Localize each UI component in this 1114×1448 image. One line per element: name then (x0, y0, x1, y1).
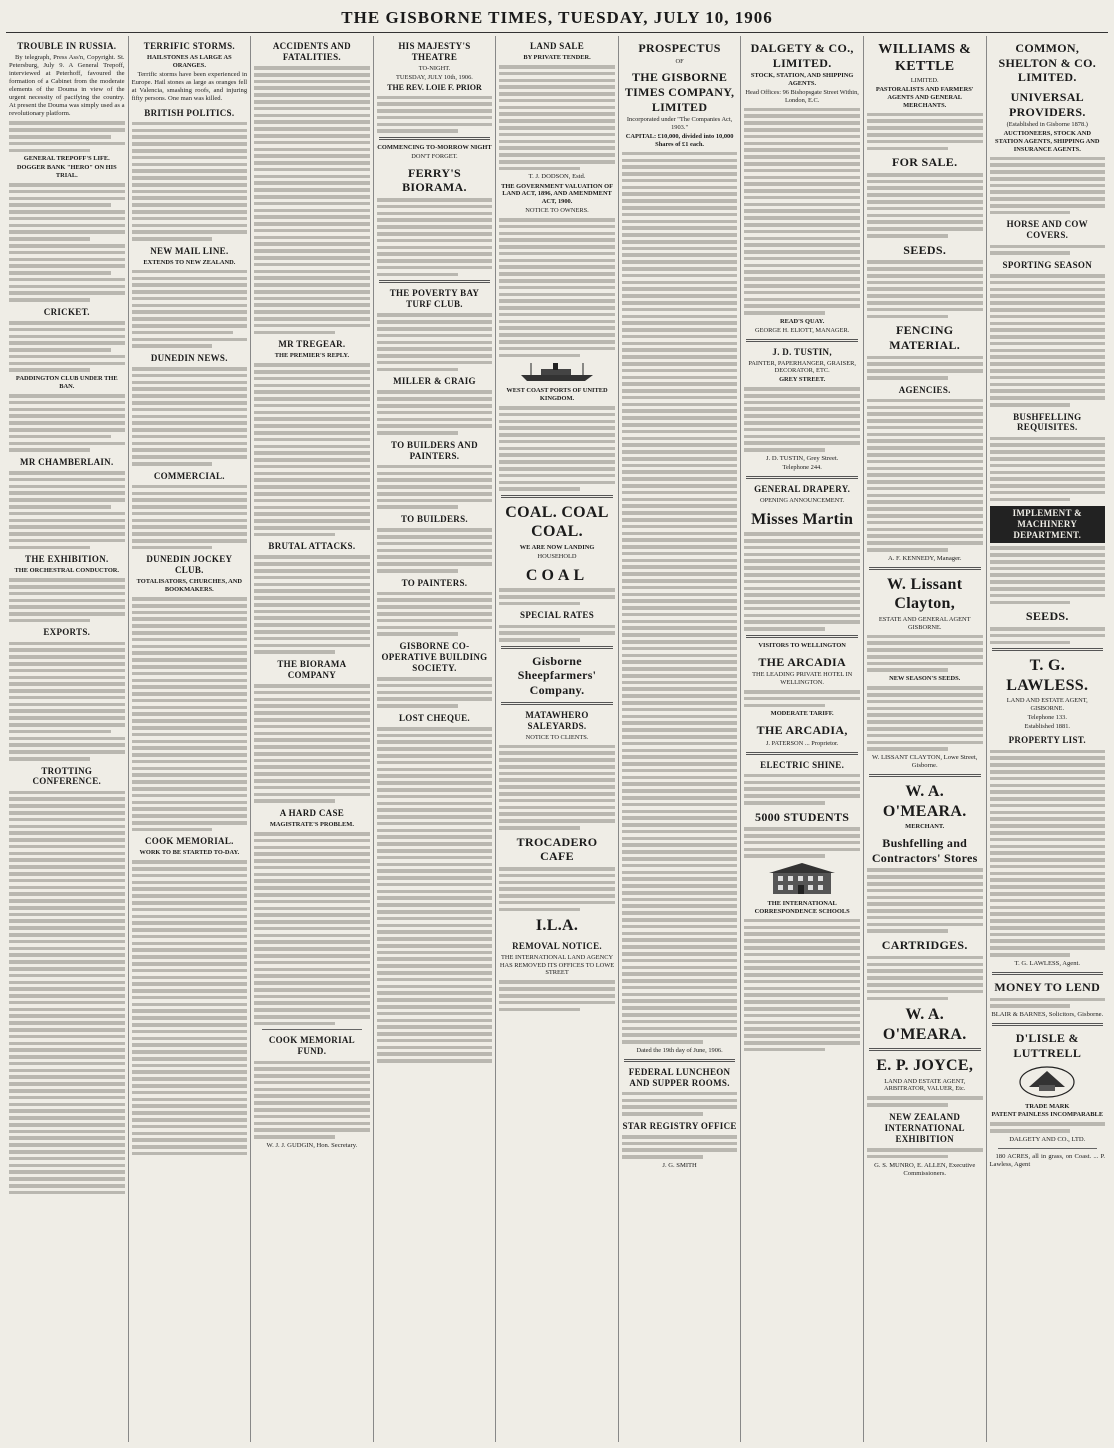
headline-dalgety: DALGETY & CO., LIMITED. (750, 41, 854, 70)
headline-mr-tregear: MR TREGEAR. (278, 339, 346, 350)
headline-valuation-act: THE GOVERNMENT VALUATION OF LAND ACT, 1896, AND AMENDMENT ACT, 1900. (501, 182, 613, 206)
divider (746, 752, 858, 755)
headline-trouble-in-russia: TROUBLE IN RUSSIA. (17, 41, 117, 51)
implement-body (990, 546, 1106, 604)
divider (746, 476, 858, 479)
headline-british-politics: BRITISH POLITICS. (144, 107, 235, 118)
column-7 (741, 36, 864, 1442)
article-paddington-body (9, 394, 125, 452)
article-biorama-body (254, 684, 370, 803)
joyce-agent: LAND AND ESTATE AGENT, ARBITRATOR, VALUER, Etc. (883, 1077, 966, 1093)
headline-electric-shine: ELECTRIC SHINE. (760, 759, 845, 770)
joyce-body (867, 1096, 983, 1106)
prospectus-capital: CAPITAL: £10,000, divided into 10,000 Shares of £1 each. (625, 132, 734, 148)
headline-seeds: SEEDS. (903, 242, 947, 257)
trade-mark-emblem-icon (1017, 1065, 1077, 1099)
divider (869, 567, 981, 570)
article-russia-body (9, 121, 125, 152)
article-cook-body (132, 860, 248, 1155)
headline-removal-notice: REMOVAL NOTICE. (512, 940, 602, 951)
dalgety-head-offices: Head Offices: 96 Bishopsgate Street Within, London, E.C. (745, 88, 859, 104)
article-tregear-body (254, 363, 370, 536)
headline-cricket: CRICKET. (43, 306, 90, 317)
headline-sheepfarmers: Gisborne Sheepfarmers' Company. (517, 653, 597, 698)
builders-painters-body (377, 465, 493, 509)
subhead-totalisators: TOTALISATORS, CHURCHES, AND BOOKMAKERS. (136, 578, 243, 594)
solicitors-signature: BLAIR & BARNES, Solicitors, Gisborne. (991, 1011, 1104, 1019)
headline-williams-kettle: WILLIAMS & KETTLE (878, 42, 972, 75)
lawless-established: Established 1881. (1024, 722, 1070, 730)
lawless-signature: T. G. LAWLESS, Agent. (1014, 959, 1081, 967)
saleyards-body (499, 745, 615, 830)
prospectus-incorporated: Incorporated under "The Companies Act, 1903." (626, 116, 733, 132)
shipping-body (499, 406, 615, 491)
headline-hard-case: A HARD CASE (279, 807, 345, 818)
headline-cook-fund: COOK MEMORIAL FUND. (268, 1035, 355, 1057)
headline-cook-memorial: COOK MEMORIAL. (144, 836, 234, 847)
ics-body (744, 919, 860, 1051)
headline-land-sale: LAND SALE (530, 41, 585, 51)
cs-established: (Established in Gisborne 1878.) (1006, 121, 1088, 129)
article-trotting-body (9, 791, 125, 1195)
land-sale-signature: T. J. DODSON, Estd. (528, 173, 586, 181)
arcadia-body (744, 690, 860, 707)
divider (746, 339, 858, 342)
headline-star-registry: STAR REGISTRY OFFICE (622, 1120, 737, 1131)
headline-miller-craig: MILLER & CRAIG (393, 376, 476, 387)
headline-sporting-season: SPORTING SEASON (1002, 259, 1093, 270)
registry-body (622, 1135, 738, 1159)
prospectus-of: OF (675, 57, 684, 65)
article-commercial-body (132, 485, 248, 550)
subhead-conductor: THE ORCHESTRAL CONDUCTOR. (14, 567, 120, 575)
clayton-estate: ESTATE AND GENERAL AGENT GISBORNE. (878, 615, 971, 631)
miller-craig-body (377, 390, 493, 434)
headline-seeds-2: SEEDS. (1025, 609, 1069, 624)
subhead-trepoff: GENERAL TREPOFF'S LIFE. (23, 155, 110, 163)
headline-ics: THE INTERNATIONAL CORRESPONDENCE SCHOOLS (754, 900, 850, 915)
headline-arcadia-2: THE ARCADIA, (756, 723, 848, 738)
subhead-private-tender: BY PRIVATE TENDER. (523, 53, 591, 61)
headline-ila: I.L.A. (535, 917, 579, 935)
cartridges-body (867, 956, 983, 1000)
school-building-icon (767, 862, 837, 896)
prospectus-body (622, 152, 738, 1044)
divider (501, 702, 613, 705)
subhead-premiers-reply: THE PREMIER'S REPLY. (274, 352, 350, 360)
headline-bushfelling-requisites: BUSHFELLING REQUISITES. (1013, 411, 1082, 433)
fencing-body (867, 356, 983, 380)
tustin-signature: J. D. TUSTIN, Grey Street. (765, 454, 839, 462)
column-6 (619, 36, 742, 1442)
trade-mark-illustration (990, 1065, 1106, 1099)
divider (992, 648, 1104, 651)
article-cookfund-body (254, 1061, 370, 1139)
headline-general-drapery: GENERAL DRAPERY. (754, 483, 851, 494)
tustin-trades: PAINTER, PAPERHANGER, GRAISER, DECORATOR, ETC. (748, 359, 856, 375)
steamship-illustration (499, 361, 615, 383)
headline-bushfelling-stores: Bushfelling and Contractors' Stores (871, 835, 978, 865)
dalgety-reads-quay: READ'S QUAY. (780, 317, 825, 325)
headline-lost-cheque: LOST CHEQUE. (398, 712, 470, 723)
coal-body (499, 588, 615, 605)
ila-body (499, 980, 615, 1011)
divider (501, 495, 613, 498)
divider (992, 1023, 1104, 1026)
headline-horse-cow-covers: HORSE AND COW COVERS. (1006, 219, 1088, 241)
subhead-dogger-bank: DOGGER BANK "HERO" ON HIS TRIAL. (16, 164, 117, 179)
valuation-body (499, 218, 615, 357)
masthead-rule (6, 32, 1108, 33)
cs-body (990, 157, 1106, 215)
subhead-magistrate: MAGISTRATE'S PROBLEM. (269, 820, 354, 828)
dalgety-body (744, 108, 860, 315)
agencies-body (867, 399, 983, 552)
headline-5000-students: 5000 STUDENTS (755, 809, 850, 824)
headline-arcadia: THE ARCADIA (758, 654, 846, 669)
headline-ep-joyce: E. P. JOYCE, (876, 1057, 974, 1075)
omeara-merchant: MERCHANT. (905, 823, 945, 831)
wk-limited: LIMITED. (910, 77, 939, 85)
ila-removal-text: THE INTERNATIONAL LAND AGENCY HAS REMOVED ITS OFFICES TO LOWE STREET (499, 953, 615, 977)
arcadia-proprietor: J. PATERSON ... Proprietor. (765, 739, 839, 747)
subhead-notice-owners: NOTICE TO OWNERS. (525, 206, 589, 214)
column-2 (129, 36, 252, 1442)
exhibition-body (867, 1148, 983, 1158)
article-hardcase-body (254, 832, 370, 1025)
lawless-agent: LAND AND ESTATE AGENT, GISBORNE. (1006, 697, 1088, 712)
article-attacks-body (254, 555, 370, 654)
masthead: THE GISBORNE TIMES, TUESDAY, JULY 10, 1906 (341, 8, 773, 27)
arcadia-tariff: MODERATE TARIFF. (770, 710, 834, 718)
bushfelling-body (867, 868, 983, 933)
column-1 (6, 36, 129, 1442)
headline-for-sale: FOR SALE. (892, 155, 958, 170)
tustin-telephone: Telephone 244. (782, 463, 822, 471)
headline-jockey-club: DUNEDIN JOCKEY CLUB. (146, 554, 233, 576)
headline-lissant-clayton: W. Lissant Clayton, (887, 575, 963, 613)
columns (6, 36, 1108, 1442)
money-body (990, 998, 1106, 1008)
headline-agencies: AGENCIES. (898, 384, 951, 395)
headline-west-coast-ports: WEST COAST PORTS OF UNITED KINGDOM. (506, 387, 608, 402)
tustin-body (744, 387, 860, 452)
headline-new-mail-line: NEW MAIL LINE. (150, 245, 229, 256)
article-politics-body (132, 122, 248, 241)
article-accidents-body (254, 66, 370, 334)
arcadia-visitors: VISITORS TO WELLINGTON (758, 641, 846, 649)
column-4 (374, 36, 497, 1442)
headline-to-painters: TO PAINTERS. (401, 577, 468, 588)
building-society-body (377, 677, 493, 708)
divider (624, 1059, 736, 1062)
headline-dlisle-luttrell: D'LISLE & LUTTRELL (1013, 1031, 1082, 1060)
headline-matawhero: MATAWHERO SALEYARDS. (525, 709, 589, 731)
headline-common-shelton: COMMON, SHELTON & CO. LIMITED. (998, 41, 1097, 85)
theatre-speaker: THE REV. LOIE F. PRIOR (387, 82, 482, 92)
lawless-telephone: Telephone 133. (1027, 713, 1067, 721)
new-seeds-body (867, 686, 983, 751)
headline-dunedin-news: DUNEDIN NEWS. (150, 352, 228, 363)
headline-turf-club: THE POVERTY BAY TURF CLUB. (389, 288, 480, 310)
headline-trotting: TROTTING CONFERENCE. (32, 765, 102, 787)
cook-fund-signature: W. J. J. GUDGIN, Hon. Secretary. (266, 1141, 358, 1149)
clayton-body (867, 635, 983, 673)
headline-misses-martin: Misses Martin (751, 510, 854, 528)
headline-brutal-attacks: BRUTAL ATTACKS. (268, 541, 356, 552)
seeds-body (867, 260, 983, 318)
headline-new-season-seeds: NEW SEASON'S SEEDS. (889, 675, 961, 683)
headline-cartridges: CARTRIDGES. (881, 938, 968, 953)
to-painters-body (377, 592, 493, 636)
drapery-opening: OPENING ANNOUNCEMENT. (759, 496, 845, 504)
registry-signature: J. G. SMITH (662, 1162, 697, 1170)
coal-rates-body (499, 625, 615, 642)
headline-chamberlain: MR CHAMBERLAIN. (20, 456, 114, 467)
headline-tustin: J. D. TUSTIN, (772, 346, 832, 357)
subhead-extends-nz: EXTENDS TO NEW ZEALAND. (143, 258, 236, 266)
headline-building-society: GISBORNE CO-OPERATIVE BUILDING SOCIETY. (381, 640, 488, 673)
headline-lawless: T. G. LAWLESS. (1006, 657, 1089, 694)
biorama-ad-body (377, 198, 493, 276)
trocadero-body (499, 867, 615, 911)
turf-club-body (377, 313, 493, 371)
headline-trocadero: TROCADERO CAFE (516, 834, 598, 864)
divider (992, 972, 1104, 975)
land-sale-body (499, 65, 615, 170)
article-mail-body (132, 270, 248, 348)
headline-accidents: ACCIDENTS AND FATALITIES. (272, 41, 351, 62)
coal-special-rates: SPECIAL RATES (520, 610, 595, 621)
headline-federal-luncheon: FEDERAL LUNCHEON AND SUPPER ROOMS. (628, 1066, 731, 1088)
headline-nz-exhibition: NEW ZEALAND INTERNATIONAL EXHIBITION (884, 1111, 965, 1144)
headline-property-list: PROPERTY LIST. (1008, 735, 1086, 746)
article-exhibition-body (9, 578, 125, 622)
martin-body (744, 532, 860, 631)
headline-ferrys-biorama: FERRY'S BIORAMA. (402, 165, 467, 195)
article-dogger-body (9, 183, 125, 302)
dont-forget: DON'T FORGET. (411, 152, 458, 160)
prospectus-dated: Dated the 19th day of June, 1906. (636, 1046, 723, 1054)
headline-exports: EXPORTS. (43, 627, 91, 638)
article-jockey-body (132, 597, 248, 831)
shine-body (744, 774, 860, 805)
headline-omeara-2: W. A. O'MEARA. (882, 1006, 967, 1043)
seeds2-body (990, 627, 1106, 644)
subhead-hailstones: HAILSTONES AS LARGE AS ORANGES. (147, 53, 232, 69)
headline-universal-providers: UNIVERSAL PROVIDERS. (1008, 89, 1086, 119)
article-dunedin-body (132, 367, 248, 466)
clayton-signature: W. LISSANT CLAYTON, Lowe Street, Gisborne. (872, 754, 978, 770)
article-chamberlain-body (9, 471, 125, 549)
trade-mark-label: TRADE MARK (1025, 1102, 1070, 1110)
coal-landing: WE ARE NOW LANDING (519, 543, 595, 551)
headline-biorama: THE BIORAMA COMPANY (277, 658, 347, 680)
column-5 (496, 36, 619, 1442)
headline-fencing: FENCING MATERIAL. (889, 323, 961, 352)
dalgety-manager: GEORGE H. ELIOTT, MANAGER. (755, 326, 850, 334)
for-sale-body (867, 173, 983, 238)
tustin-street: GREY STREET. (779, 376, 826, 384)
coal-household: HOUSEHOLD (537, 552, 577, 560)
acres-classified: 180 ACRES, all in grass, on Coast. ... P. Lawless, Agent (989, 1152, 1106, 1168)
exhibition-signature: G. S. MUNRO, E. ALLEN, Executive Commissioners. (874, 1161, 976, 1177)
headline-exhibition: THE EXHIBITION. (25, 554, 109, 565)
divider (869, 1048, 981, 1051)
wk-manager: A. F. KENNEDY, Manager. (887, 554, 962, 562)
dalgety-agents: STOCK, STATION, AND SHIPPING AGENTS. (750, 72, 854, 88)
to-builders-body (377, 528, 493, 572)
classifieds-body (377, 727, 493, 1063)
theatre-body (377, 96, 493, 134)
column-8 (864, 36, 987, 1442)
headline-omeara: W. A. O'MEARA. (882, 783, 967, 820)
headline-commercial: COMMERCIAL. (153, 470, 225, 481)
headline-money-to-lend: MONEY TO LEND (994, 979, 1101, 994)
wk-body (867, 113, 983, 151)
subhead-paddington: PADDINGTON CLUB UNDER THE BAN. (15, 375, 118, 391)
theatre-date: TUESDAY, JULY 10th, 1906. (396, 73, 473, 81)
headline-to-builders: TO BUILDERS. (400, 514, 468, 525)
property-list-body (990, 750, 1106, 957)
headline-builders-painters: TO BUILDERS AND PAINTERS. (391, 439, 478, 461)
divider (746, 635, 858, 638)
covers-body (990, 245, 1106, 255)
headline-coal-large: COAL (525, 566, 589, 584)
article-cricket-body (9, 321, 125, 372)
students-body (744, 827, 860, 858)
wk-pastoralists: PASTORALISTS AND FARMERS' AGENTS AND GENERAL MERCHANTS. (875, 85, 974, 109)
notice-to-clients: NOTICE TO CLIENTS. (525, 733, 589, 741)
divider (501, 646, 613, 649)
headline-terrific-storms: TERRIFIC STORMS. (143, 41, 235, 51)
school-building-illustration (744, 862, 860, 896)
divider (262, 1029, 362, 1030)
headline-his-majestys-theatre: HIS MAJESTY'S THEATRE (398, 41, 471, 62)
article-russia-text: By telegraph, Press Ass'n, Copyright. St. Petersburg, July 9. A General Trepoff, interviewed at Peterhoff, favoured the formation of a Cabinet from the moderate elements of the Douma in view of the urgent necessity of pacifying the country. At present the Douma was simply used as a revolutionary platform. (9, 53, 125, 118)
theatre-tonight: TO-NIGHT. (418, 64, 451, 72)
headline-gisborne-times-company: THE GISBORNE TIMES COMPANY, LIMITED (624, 70, 735, 114)
dalgety-signature: DALGETY AND CO., LTD. (1009, 1135, 1086, 1143)
divider (379, 280, 491, 283)
divider (998, 1148, 1098, 1149)
divider (379, 137, 491, 140)
cs-auctioneers: AUCTIONEERS, STOCK AND STATION AGENTS, SHIPPING AND INSURANCE AGENTS. (995, 129, 1100, 153)
steamship-icon (517, 361, 597, 383)
headline-implement-machinery: IMPLEMENT & MACHINERY DEPARTMENT. (990, 506, 1106, 543)
patent-body (990, 1122, 1106, 1132)
arcadia-leading: THE LEADING PRIVATE HOTEL IN WELLINGTON. (752, 671, 853, 687)
headline-prospectus: PROSPECTUS (638, 41, 721, 55)
column-3 (251, 36, 374, 1442)
requisites-body (990, 437, 1106, 502)
commencing-tomorrow: COMMENCING TO-MORROW NIGHT (377, 144, 492, 151)
article-storms-text: Terrific storms have been experienced in Europe. Hail stones as large as oranges fell at Valencia, smashing roofs, and injuring fifty persons. One man was killed. (131, 70, 248, 102)
headline-patent-painless: PATENT PAINLESS INCOMPARABLE (991, 1111, 1104, 1119)
divider (869, 774, 981, 777)
article-exports-body (9, 642, 125, 761)
luncheon-body (622, 1092, 738, 1116)
headline-coal: COAL. COAL COAL. (505, 503, 609, 541)
sporting-body (990, 274, 1106, 406)
subhead-work-started: WORK TO BE STARTED TO-DAY. (139, 849, 240, 857)
column-9 (987, 36, 1109, 1442)
